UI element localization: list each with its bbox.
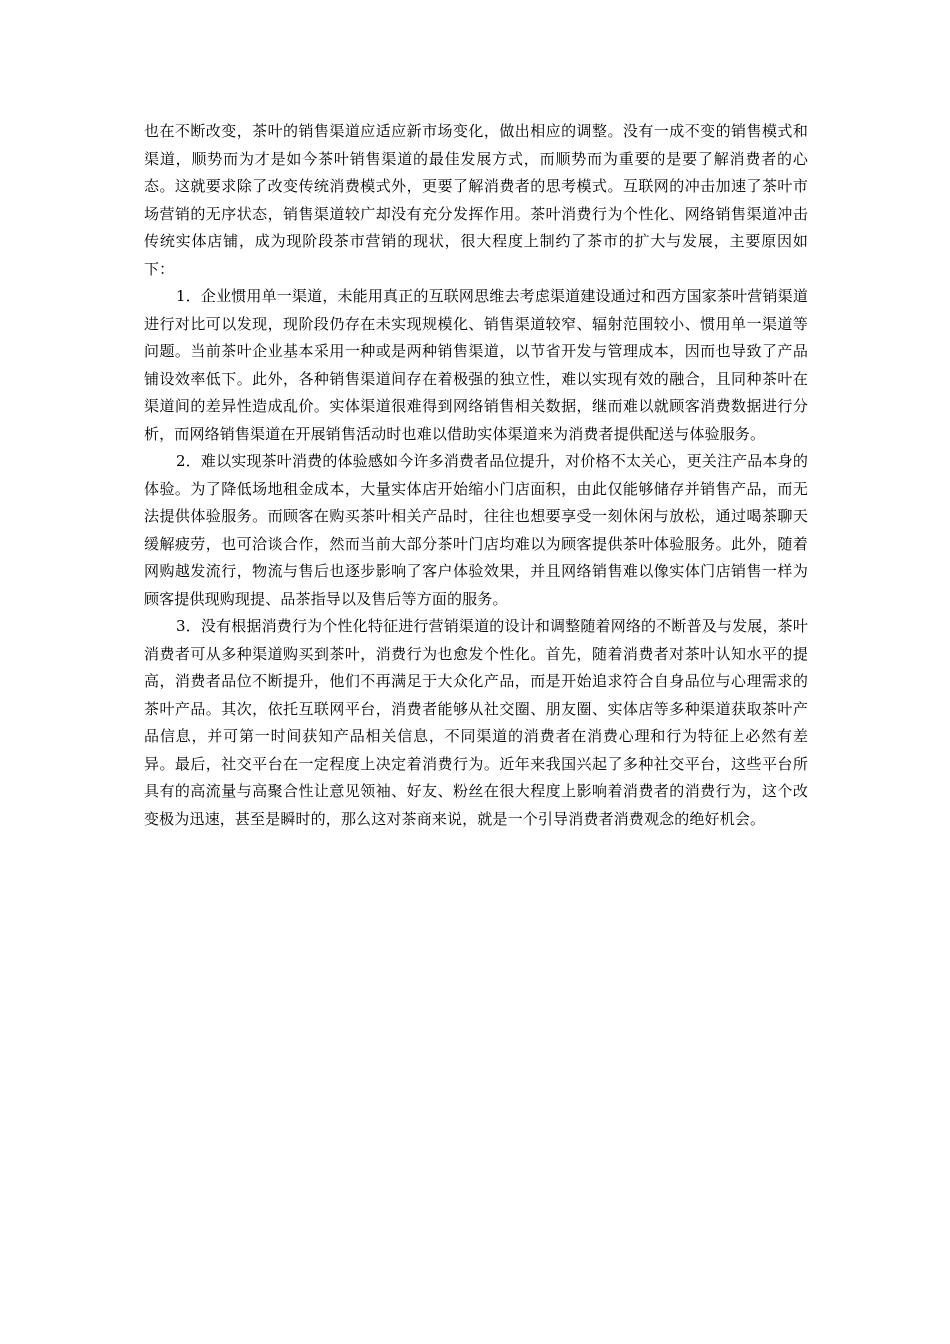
paragraph-point-1: 1．企业惯用单一渠道，未能用真正的互联网思维去考虑渠道建设通过和西方国家茶叶营销渠道进行对比可以发现，现阶段仍存在未实现规模化、销售渠道较窄、辐射范围较小、惯用单一渠道等问题。当前茶叶企业基本采用一种或是两种销售渠道，以节省开发与管理成本，因而也导致了产品铺设效率低下。此外，各种销售渠道间存在着极强的独立性，难以实现有效的融合，且同种茶叶在渠道间的差异性造成乱价。实体渠道很难得到网络销售相关数据，继而难以就顾客消费数据进行分析，而网络销售渠道在开展销售活动时也难以借助实体渠道来为消费者提供配送与体验服务。 bbox=[144, 287, 808, 443]
paragraph-point-3: 3．没有根据消费行为个性化特征进行营销渠道的设计和调整随着网络的不断普及与发展，茶叶消费者可从多种渠道购买到茶叶，消费行为也愈发个性化。首先，随着消费者对茶叶认知水平的提高，消费者品位不断提升，他们不再满足于大众化产品，而是开始追求符合自身品位与心理需求的茶叶产品。其次，依托互联网平台，消费者能够从社交圈、朋友圈、实体店等多种渠道获取茶叶产品信息，并可第一时间获知产品相关信息，不同渠道的消费者在消费心理和行为特征上必然有差异。最后，社交平台在一定程度上决定着消费行为。近年来我国兴起了多种社交平台，这些平台所具有的高流量与高聚合性让意见领袖、好友、粉丝在很大程度上影响着消费者的消费行为，这个改变极为迅速，甚至是瞬时的，那么这对茶商来说，就是一个引导消费者消费观念的绝好机会。 bbox=[144, 617, 808, 828]
body-text bbox=[144, 118, 808, 833]
paragraph-continuation: 也在不断改变，茶叶的销售渠道应适应新市场变化，做出相应的调整。没有一成不变的销售模式和渠道，顺势而为才是如今茶叶销售渠道的最佳发展方式，而顺势而为重要的是要了解消费者的心态。这就要求除了改变传统消费模式外，更要了解消费者的思考模式。互联网的冲击加速了茶叶市场营销的无序状态，销售渠道较广却没有充分发挥作用。茶叶消费行为个性化、网络销售渠道冲击传统实体店铺，成为现阶段茶市营销的现状，很大程度上制约了茶市的扩大与发展，主要原因如下： bbox=[144, 122, 808, 278]
paragraph-point-2: 2．难以实现茶叶消费的体验感如今许多消费者品位提升，对价格不太关心，更关注产品本身的体验。为了降低场地租金成本，大量实体店开始缩小门店面积，由此仅能够储存并销售产品，而无法提供体验服务。而顾客在购买茶叶相关产品时，往往也想要享受一刻休闲与放松，通过喝茶聊天缓解疲劳，也可洽谈合作，然而当前大部分茶叶门店均难以为顾客提供茶叶体验服务。此外，随着网购越发流行，物流与售后也逐步影响了客户体验效果，并且网络销售难以像实体门店销售一样为顾客提供现购现提、品茶指导以及售后等方面的服务。 bbox=[144, 452, 808, 608]
